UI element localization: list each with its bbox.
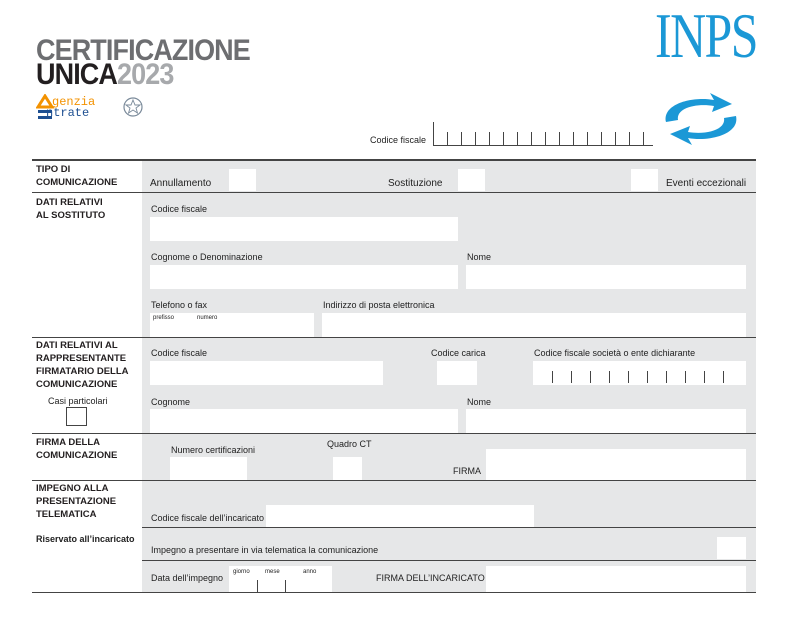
form-title-unica: UNICA bbox=[36, 58, 117, 91]
anno-label: anno bbox=[303, 569, 317, 575]
sostituto-codice-fiscale-label: Codice fiscale bbox=[151, 204, 208, 214]
sostituto-cognome-label: Cognome o Denominazione bbox=[151, 252, 263, 262]
sostituto-codice-fiscale-input[interactable] bbox=[150, 217, 458, 241]
giorno-label: giorno bbox=[233, 569, 250, 575]
telefono-input[interactable] bbox=[150, 313, 314, 337]
annullamento-checkbox[interactable] bbox=[229, 169, 256, 191]
impegno-presentare-label: Impegno a presentare in via telematica la comunicazione bbox=[151, 545, 379, 555]
firma-heading: FIRMA DELLA COMUNICAZIONE bbox=[36, 437, 118, 461]
sostituto-cognome-input[interactable] bbox=[150, 265, 458, 289]
mese-label: mese bbox=[265, 569, 280, 575]
form-title-line2 bbox=[36, 60, 173, 90]
rappresentante-nome-label: Nome bbox=[467, 397, 492, 407]
divider bbox=[142, 560, 756, 561]
rappresentante-codice-fiscale-input[interactable] bbox=[150, 361, 383, 385]
firma-label: FIRMA bbox=[453, 466, 481, 476]
codice-fiscale-societa-input[interactable] bbox=[533, 361, 746, 385]
casi-particolari-label: Casi particolari bbox=[48, 396, 108, 406]
entrate-word: ntrate bbox=[46, 106, 90, 120]
numero-certificazioni-label: Numero certificazioni bbox=[171, 445, 256, 455]
sostituto-heading: DATI RELATIVI AL SOSTITUTO bbox=[36, 197, 106, 221]
rappresentante-codice-fiscale-label: Codice fiscale bbox=[151, 348, 208, 358]
riservato-label: Riservato all’incaricato bbox=[36, 534, 135, 544]
codice-fiscale-incaricato-input[interactable] bbox=[266, 505, 534, 527]
agenzia-word: genzia bbox=[52, 95, 96, 109]
inps-logo: INPS bbox=[655, 0, 757, 71]
codice-fiscale-incaricato-label: Codice fiscale dell’incaricato bbox=[151, 513, 265, 523]
rappresentante-cognome-input[interactable] bbox=[150, 409, 458, 433]
quadro-ct-input[interactable] bbox=[333, 457, 362, 480]
numero-certificazioni-input[interactable] bbox=[170, 457, 247, 480]
eventi-eccezionali-field[interactable] bbox=[631, 169, 658, 191]
emblem-icon bbox=[122, 96, 144, 118]
sostituto-nome-input[interactable] bbox=[466, 265, 746, 289]
agenzia-text bbox=[46, 95, 96, 120]
casi-particolari-box[interactable] bbox=[66, 407, 87, 426]
firma-input[interactable] bbox=[486, 449, 746, 480]
rappresentante-heading: DATI RELATIVI AL RAPPRESENTANTE FIRMATARIO DELLA COMUNICAZIONE bbox=[36, 340, 129, 390]
impegno-presentare-checkbox[interactable] bbox=[717, 537, 746, 559]
sostituto-nome-label: Nome bbox=[467, 252, 492, 262]
header-codice-fiscale-label: Codice fiscale bbox=[370, 135, 427, 145]
sostituzione-checkbox[interactable] bbox=[458, 169, 485, 191]
prefisso-label: prefisso bbox=[153, 315, 175, 321]
numero-label: numero bbox=[197, 315, 218, 321]
tipo-comunicazione-heading: TIPO DI COMUNICAZIONE bbox=[36, 164, 118, 188]
header-codice-fiscale-field[interactable] bbox=[433, 122, 653, 146]
annullamento-label: Annullamento bbox=[150, 178, 212, 189]
quadro-ct-label: Quadro CT bbox=[327, 439, 372, 449]
email-input[interactable] bbox=[322, 313, 746, 337]
impegno-heading: IMPEGNO ALLA PRESENTAZIONE TELEMATICA bbox=[36, 483, 117, 520]
form-title-line1: CERTIFICAZIONE bbox=[36, 34, 250, 67]
rappresentante-nome-input[interactable] bbox=[466, 409, 746, 433]
rappresentante-cognome-label: Cognome bbox=[151, 397, 191, 407]
codice-fiscale-societa-label: Codice fiscale società o ente dichiarante bbox=[534, 348, 696, 358]
firma-incaricato-label: FIRMA DELL’INCARICATO bbox=[376, 573, 485, 583]
email-label: Indirizzo di posta elettronica bbox=[323, 300, 435, 310]
form-bottom-border bbox=[32, 592, 756, 593]
data-impegno-label: Data dell’impegno bbox=[151, 573, 224, 583]
codice-carica-label: Codice carica bbox=[431, 348, 486, 358]
firma-incaricato-input[interactable] bbox=[486, 566, 746, 592]
codice-carica-input[interactable] bbox=[437, 361, 477, 385]
telefono-label: Telefono o fax bbox=[151, 300, 208, 310]
inps-arrows-icon bbox=[652, 90, 750, 148]
divider bbox=[142, 527, 756, 528]
form-year: 2023 bbox=[117, 58, 174, 91]
sostituzione-label: Sostituzione bbox=[388, 178, 443, 189]
eventi-eccezionali-label: Eventi eccezionali bbox=[666, 178, 747, 189]
